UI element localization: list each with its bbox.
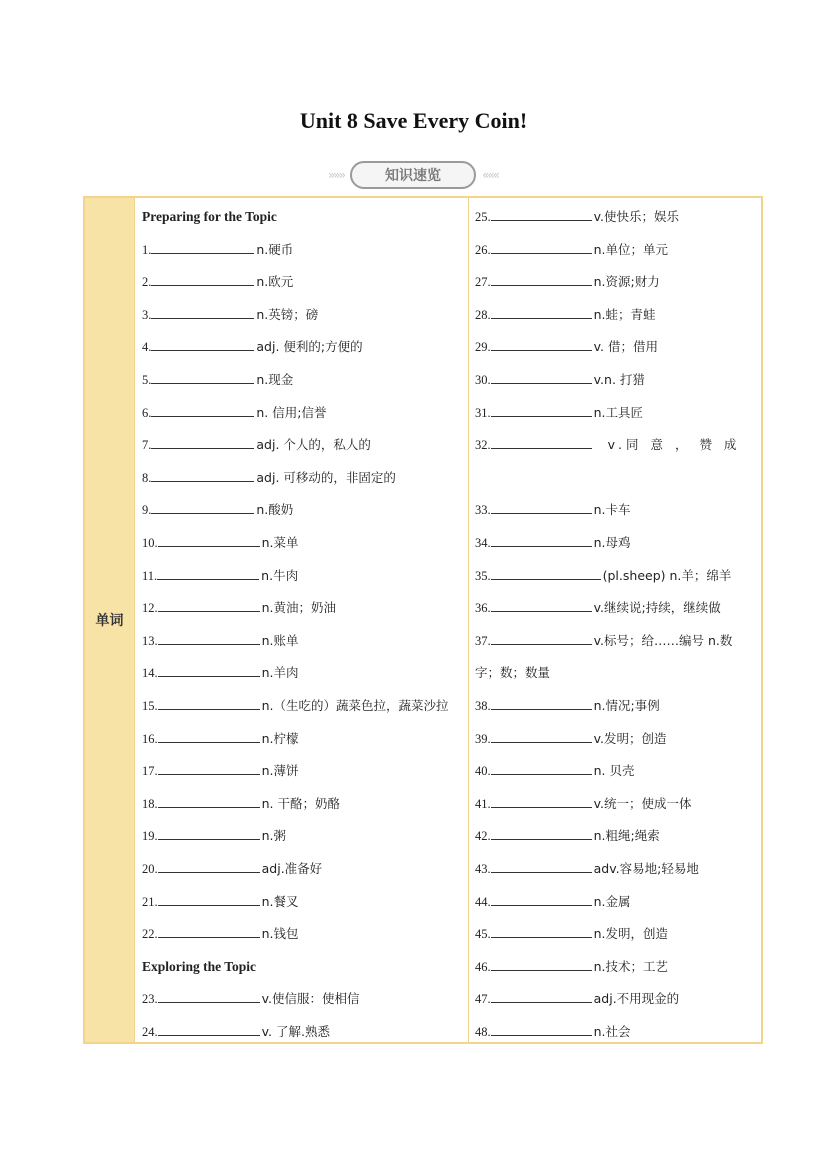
answer-blank[interactable] [158,730,260,743]
item-definition: n.粥 [261,828,287,844]
answer-blank[interactable] [158,925,260,938]
vocab-item [142,534,299,552]
item-definition: v.继续说;持续，继续做 [593,600,721,616]
item-number: 18. [142,796,158,811]
vocab-item [475,990,679,1008]
item-number: 30. [475,373,491,387]
vocab-item [475,827,660,845]
vocab-item [475,567,731,585]
item-definition: n.蛙；青蛙 [593,306,656,322]
answer-blank[interactable] [491,925,592,938]
left-arrows-icon: ««« [482,168,499,182]
item-number: 11. [142,568,158,583]
item-definition: n.羊肉 [261,665,299,681]
answer-blank[interactable] [151,436,254,449]
item-definition: n.社会 [593,1024,631,1039]
item-number: 25. [475,210,491,224]
answer-blank[interactable] [491,534,592,547]
item-definition: n.粗绳;绳索 [593,828,660,844]
answer-blank[interactable] [491,306,592,319]
answer-blank[interactable] [158,599,260,612]
answer-blank[interactable] [157,567,259,580]
vocab-item [475,208,679,226]
item-definition: n.欧元 [256,274,294,290]
answer-blank[interactable] [151,338,254,351]
answer-blank[interactable] [151,241,254,254]
item-definition: n.英镑；磅 [256,306,319,322]
vocab-item [142,860,322,878]
item-number: 17. [142,764,158,779]
item-number: 23. [142,992,158,1007]
answer-blank[interactable] [491,371,592,384]
answer-blank[interactable] [491,404,592,417]
vocab-item [475,958,668,976]
vocab-item [475,436,740,454]
item-number: 36. [475,601,491,616]
vocab-item [142,241,293,259]
answer-blank[interactable] [151,501,254,514]
item-number: 4. [142,340,152,355]
item-number: 8. [142,470,152,485]
vocab-item [475,1023,631,1041]
answer-blank[interactable] [158,632,260,645]
item-number: 46. [475,959,491,974]
section-heading: Exploring the Topic [142,958,257,974]
item-definition: adj. 便利的;方便的 [256,339,363,355]
item-definition: n.账单 [261,632,299,648]
answer-blank[interactable] [158,990,260,1003]
item-definition: n.黄油；奶油 [261,600,337,616]
section-heading: Preparing for the Topic [142,209,277,224]
item-definition: adj. 个人的，私人的 [256,437,371,453]
item-number: 37. [475,633,491,648]
item-definition: v. 借；借用 [593,339,658,355]
vocab-item [142,925,299,943]
vocab-item [475,501,631,519]
item-definition: n.酸奶 [256,502,294,518]
vocab-item [142,697,449,715]
item-definition: adj.不用现金的 [593,991,680,1007]
item-definition: n. 干酪；奶酪 [261,795,340,811]
item-number: 13. [142,633,158,648]
item-definition: n. 贝壳 [593,763,635,779]
item-number: 24. [142,1025,158,1039]
answer-blank[interactable] [151,404,254,417]
page-title: Unit 8 Save Every Coin! [299,108,528,133]
item-definition: v.统一；使成一体 [593,795,692,811]
vocab-item [475,241,668,259]
vocab-item [142,599,336,617]
answer-blank[interactable] [151,371,254,384]
item-number: 15. [142,699,158,713]
answer-blank[interactable] [151,273,254,286]
vocab-item [475,273,660,291]
item-definition: n.牛肉 [261,567,299,583]
vocab-item [142,893,299,911]
item-number: 45. [475,927,491,942]
answer-blank[interactable] [491,795,592,808]
vocab-item [142,632,299,650]
answer-blank[interactable] [158,795,260,808]
vocab-item [475,338,658,356]
item-definition: n.菜单 [261,535,299,550]
answer-blank[interactable] [491,599,592,612]
answer-blank[interactable] [158,827,260,840]
answer-blank[interactable] [491,697,592,710]
answer-blank[interactable] [158,1023,260,1036]
vocab-item [142,404,326,422]
vocabulary-table [83,196,763,1044]
item-number: 48. [475,1025,491,1039]
vocab-item [475,697,660,715]
answer-blank[interactable] [491,1023,592,1036]
item-number: 26. [475,242,491,257]
item-definition: v. 了解.熟悉 [261,1024,330,1039]
definition-continuation: 字；数；数量 [475,665,551,681]
item-number: 32. [475,438,491,453]
vocab-item [142,795,340,813]
answer-blank[interactable] [491,338,592,351]
item-number: 21. [142,894,158,909]
answer-blank[interactable] [491,860,592,873]
item-definition: v.n. 打猎 [593,372,645,387]
item-definition: v.发明；创造 [593,730,667,746]
item-number: 40. [475,764,491,779]
item-number: 34. [475,536,491,550]
vocab-item [142,306,318,324]
answer-blank[interactable] [491,730,592,743]
item-definition: n.现金 [256,372,294,387]
item-definition: v.标号；给……编号 n.数 [593,632,733,648]
item-number: 20. [142,862,158,876]
right-arrows-icon: »»» [327,168,344,182]
side-label: 单词 [85,198,135,1042]
item-number: 28. [475,307,491,322]
item-definition: n.硬币 [256,241,294,257]
vocab-item [142,371,293,389]
item-number: 38. [475,699,491,713]
vocab-item [475,306,656,324]
answer-blank[interactable] [158,893,260,906]
vocab-item [142,469,396,487]
answer-blank[interactable] [491,241,592,254]
vocab-item [142,990,360,1008]
answer-blank[interactable] [158,762,260,775]
item-number: 43. [475,862,491,876]
item-number: 7. [142,438,152,453]
vocab-item [142,338,363,356]
item-definition: adj. 可移动的，非固定的 [256,469,396,485]
item-number: 47. [475,992,491,1007]
item-number: 41. [475,796,491,811]
item-number: 9. [142,503,152,518]
item-definition: n.资源;财力 [593,274,660,290]
vocab-item [142,730,299,748]
answer-blank[interactable] [158,697,260,710]
item-definition: n.技术；工艺 [593,958,669,974]
item-definition: n.柠檬 [261,730,299,746]
item-definition: n.卡车 [593,502,631,518]
item-number: 1. [142,242,152,257]
item-definition: adj.准备好 [261,861,323,876]
item-definition: n. 信用;信誉 [256,404,327,420]
item-definition: v.使快乐；娱乐 [593,209,680,224]
item-definition: n.发明，创造 [593,926,669,942]
answer-blank[interactable] [491,632,592,645]
vocab-item [142,762,299,780]
item-number: 33. [475,503,491,518]
item-number: 39. [475,731,491,746]
item-number: 3. [142,307,152,322]
vocab-item [475,795,692,813]
item-definition: n.钱包 [261,926,299,942]
vocab-item [475,730,667,748]
item-definition: (pl.sheep) n.羊；绵羊 [602,567,732,583]
vocab-item [475,404,643,422]
vocab-item [475,534,631,552]
vocab-item [142,436,371,454]
vocab-item [475,762,635,780]
vocab-item [475,371,645,389]
answer-blank[interactable] [151,306,254,319]
vocab-item [142,501,293,519]
item-number: 35. [475,568,491,583]
answer-blank[interactable] [491,501,592,514]
vocab-item [142,827,286,845]
item-number: 29. [475,340,491,355]
vocab-item [475,599,721,617]
answer-blank[interactable] [491,958,592,971]
vocab-item [142,1023,330,1041]
item-definition: n.金属 [593,893,631,909]
answer-blank[interactable] [491,990,592,1003]
banner-label: 知识速览 [350,161,476,189]
item-definition: n.（生吃的）蔬菜色拉，蔬菜沙拉 [261,698,449,713]
item-number: 6. [142,405,152,420]
item-definition: n.母鸡 [593,535,631,550]
item-number: 2. [142,275,152,290]
answer-blank[interactable] [491,273,592,286]
vocab-item [475,893,631,911]
column-divider [468,198,469,1042]
item-number: 5. [142,373,152,387]
item-number: 27. [475,275,491,290]
item-number: 19. [142,829,158,844]
item-number: 16. [142,731,158,746]
item-number: 12. [142,601,158,616]
item-definition: n.餐叉 [261,893,299,909]
answer-blank[interactable] [491,567,601,580]
item-number: 31. [475,405,491,420]
item-definition: n.薄饼 [261,763,299,779]
vocab-item [142,567,298,585]
item-number: 10. [142,536,158,550]
vocab-item [142,273,293,291]
item-definition: n.情况;事例 [593,698,660,713]
item-definition: v.使信服：使相信 [261,991,360,1007]
answer-blank[interactable] [158,860,260,873]
vocab-item [475,860,699,878]
answer-blank[interactable] [491,208,592,221]
item-definition: v.同 意 ， 赞 成 [607,437,741,453]
vocab-item [475,925,668,943]
section-banner [313,158,513,192]
item-definition: adv.容易地;轻易地 [593,861,699,876]
item-definition: n.工具匠 [593,404,644,420]
vocab-item [475,632,732,650]
item-number: 44. [475,894,491,909]
answer-blank[interactable] [491,827,592,840]
answer-blank[interactable] [491,436,592,449]
item-number: 14. [142,666,158,681]
item-number: 22. [142,927,158,942]
answer-blank[interactable] [151,469,254,482]
vocab-item [142,664,299,682]
answer-blank[interactable] [491,893,592,906]
answer-blank[interactable] [491,762,592,775]
answer-blank[interactable] [158,664,260,677]
item-definition: n.单位；单元 [593,241,669,257]
item-number: 42. [475,829,491,844]
answer-blank[interactable] [158,534,260,547]
